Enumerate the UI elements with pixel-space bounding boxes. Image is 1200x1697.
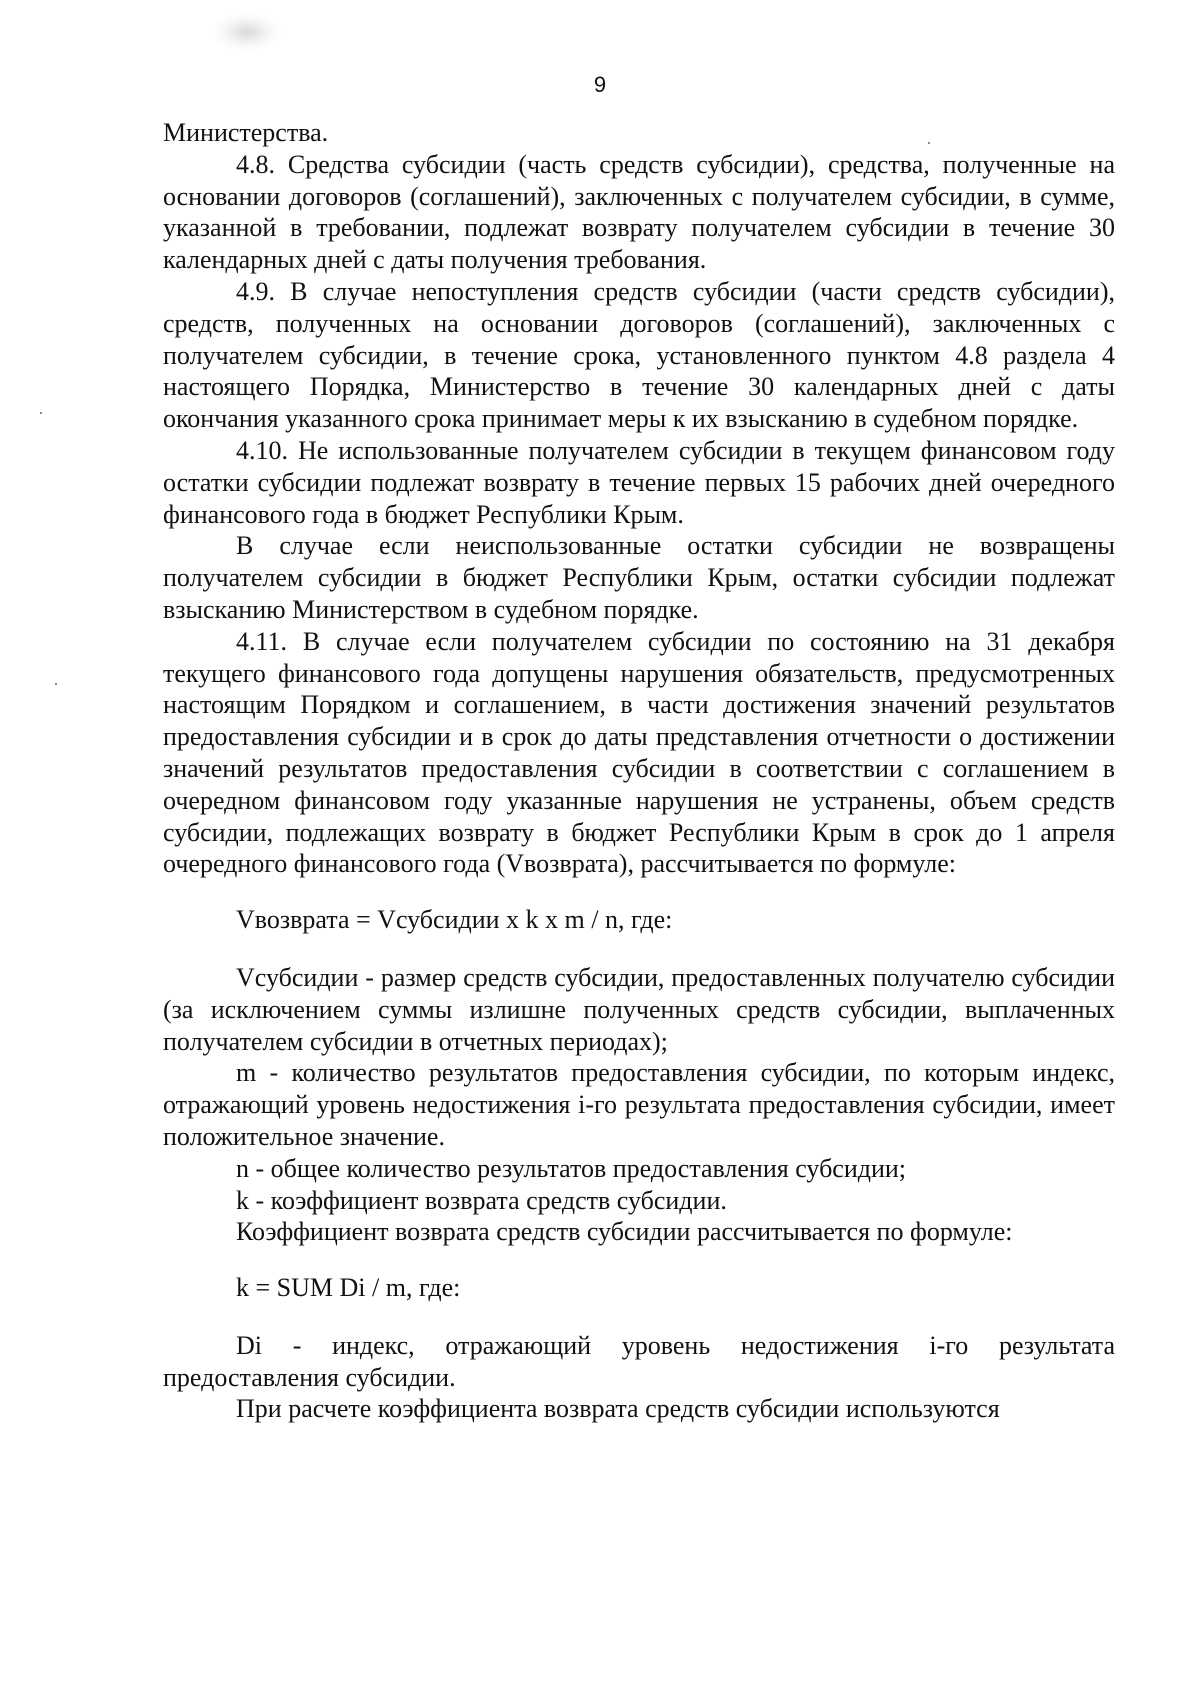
document-body — [163, 117, 1115, 1425]
scan-artifact — [212, 12, 282, 52]
definition-m: m - количество результатов предоставления субсидии, по которым индекс, отражающий уровень недостижения i-го результата предоставления субсидии, имеет положительное значение. — [163, 1058, 1115, 1151]
paragraph: Коэффициент возврата средств субсидии рассчитывается по формуле: — [236, 1217, 1013, 1247]
paragraph: Министерства. — [163, 118, 329, 147]
paragraph: При расчете коэффициента возврата средств субсидии используются — [236, 1394, 1000, 1424]
scan-speck — [55, 683, 57, 685]
paragraph-4-10: 4.10. Не использованные получателем субсидии в текущем финансовом году остатки субсидии подлежат возврату в течение первых 15 рабочих дней очередного финансового года в бюджет Республики Крым. — [163, 435, 1115, 529]
page-number: 9 — [593, 72, 607, 97]
scan-speck — [40, 412, 42, 414]
paragraph-4-11: 4.11. В случае если получателем субсидии по состоянию на 31 декабря текущего финансового года допущены нарушения обязательств, предусмотренных настоящим Порядком и соглашением, в части достижения значений результатов предоставления субсидии и в срок до даты представления отчетности о достижении значений результатов предоставления субсидии в соответствии с соглашением в очередном финансовом году указанные нарушения не устранены, объем средств субсидии, подлежащих возврату в бюджет Республики Крым в срок до 1 апреля очередного финансового года (Vвозврата), рассчитывается по формуле: — [163, 626, 1115, 879]
paragraph-4-9: 4.9. В случае непоступления средств субсидии (части средств субсидии), средств, полученных на основании договоров (соглашений), заключенных с получателем субсидии, в течение срока, установленного пунктом 4.8 раздела 4 настоящего Порядка, Министерство в течение 30 календарных дней с даты окончания указанного срока принимает меры к их взысканию в судебном порядке. — [163, 276, 1115, 434]
formula-k: k = SUM Di / m, где: — [236, 1273, 461, 1303]
paragraph-4-8: 4.8. Средства субсидии (часть средств субсидии), средства, полученные на основании договоров (соглашений), заключенных с получателем субсидии, в сумме, указанной в требовании, подлежат возврату получателем субсидии в течение 30 календарных дней с даты получения требования. — [163, 149, 1115, 275]
definition-k: k - коэффициент возврата средств субсидии. — [236, 1185, 727, 1215]
formula-return-volume: Vвозврата = Vсубсидии x k x m / n, где: — [236, 905, 673, 935]
definition-di: Di - индекс, отражающий уровень недостижения i-го результата предоставления субсидии. — [163, 1330, 1115, 1392]
definition-n: n - общее количество результатов предоставления субсидии; — [236, 1153, 907, 1183]
definition-v-subsidy: Vсубсидии - размер средств субсидии, предоставленных получателю субсидии (за исключением суммы излишне полученных средств субсидии, выплаченных получателем субсидии в отчетных периодах); — [163, 962, 1115, 1056]
paragraph: В случае если неиспользованные остатки субсидии не возвращены получателем субсидии в бюджет Республики Крым, остатки субсидии подлежат взысканию Министерством в судебном порядке. — [163, 531, 1115, 624]
